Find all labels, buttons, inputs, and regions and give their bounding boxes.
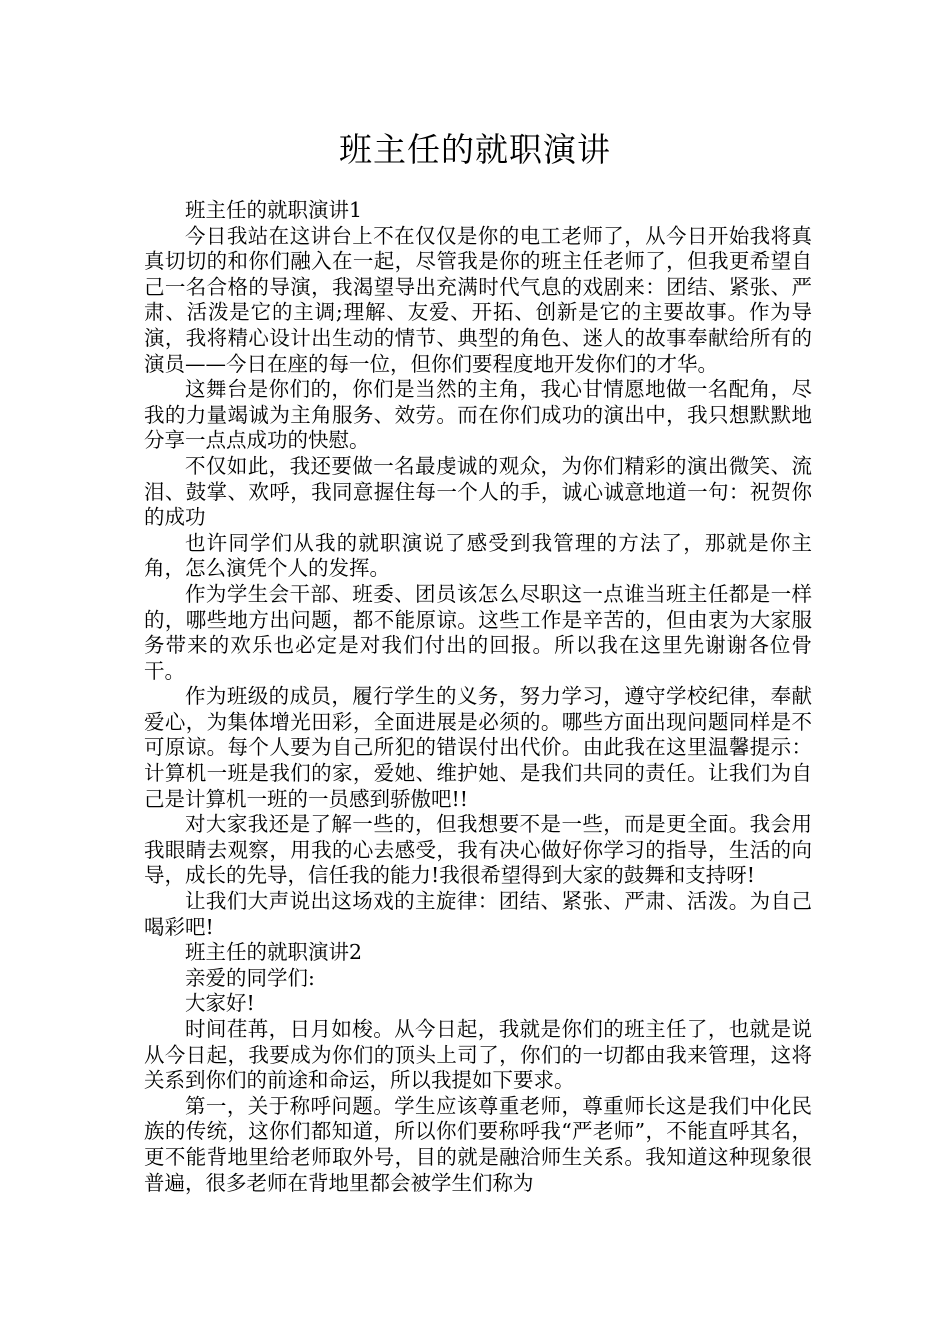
greeting: 大家好! bbox=[185, 991, 255, 1016]
paragraph: 今日我站在这讲台上不在仅仅是你的电工老师了，从今日开始我将真真切切的和你们融入在一起，尽管我是你的班主任老师了，但我更希望自己一名合格的导演，我渴望导出充满时代气息的戏剧来：团结、紧张、严肃、活泼是它的主调;理解、友爱、开拓、创新是它的主要故事。作为导演，我将精心设计出生动的情节、典型的角色、迷人的故事奉献给所有的演员——今日在座的每一位，但你们要程度地开发你们的才华。 bbox=[144, 223, 812, 376]
section-heading-2: 班主任的就职演讲2 bbox=[185, 940, 363, 965]
paragraph: 让我们大声说出这场戏的主旋律：团结、紧张、严肃、活泼。为自己喝彩吧! bbox=[144, 889, 812, 939]
paragraph: 也许同学们从我的就职演说了感受到我管理的方法了，那就是你主角，怎么演凭个人的发挥。 bbox=[144, 530, 812, 581]
document-body bbox=[144, 198, 812, 1196]
document-title: 班主任的就职演讲 bbox=[339, 130, 611, 169]
paragraph: 不仅如此，我还要做一名最虔诚的观众，为你们精彩的演出微笑、流泪、鼓掌、欢呼，我同意握住每一个人的手，诚心诚意地道一句：祝贺你的成功 bbox=[144, 453, 812, 530]
paragraph: 这舞台是你们的，你们是当然的主角，我心甘情愿地做一名配角，尽我的力量竭诚为主角服务、效劳。而在你们成功的演出中，我只想默默地分享一点点成功的快慰。 bbox=[144, 377, 812, 453]
paragraph: 作为班级的成员，履行学生的义务，努力学习，遵守学校纪律，奉献爱心，为集体增光田彩，全面进展是必须的。哪些方面出现问题同样是不可原谅。每个人要为自己所犯的错误付出代价。由此我在这里温馨提示：计算机一班是我们的家，爱她、维护她、是我们共同的责任。让我们为自己是计算机一班的一员感到骄傲吧!! bbox=[144, 684, 812, 811]
paragraph: 时间荏苒，日月如梭。从今日起，我就是你们的班主任了，也就是说从今日起，我要成为你们的顶头上司了，你们的一切都由我来管理，这将关系到你们的前途和命运，所以我提如下要求。 bbox=[144, 1017, 812, 1093]
paragraph: 作为学生会干部、班委、团员该怎么尽职这一点谁当班主任都是一样的，哪些地方出问题，都不能原谅。这些工作是辛苦的，但由衷为大家服务带来的欢乐也必定是对我们付出的回报。所以我在这里先谢谢各位骨干。 bbox=[144, 581, 812, 683]
section-heading-1: 班主任的就职演讲1 bbox=[185, 198, 363, 222]
salutation: 亲爱的同学们: bbox=[185, 965, 315, 990]
paragraph: 对大家我还是了解一些的，但我想要不是一些，而是更全面。我会用我眼睛去观察，用我的心去感受，我有决心做好你学习的指导，生活的向导，成长的先导，信任我的能力!我很希望得到大家的鼓舞和支持呀! bbox=[144, 812, 812, 888]
paragraph: 第一，关于称呼问题。学生应该尊重老师，尊重师长这是我们中化民族的传统，这你们都知道，所以你们要称呼我“严老师”，不能直呼其名，更不能背地里给老师取外号，目的就是融洽师生关系。我知道这种现象很普遍，很多老师在背地里都会被学生们称为 bbox=[144, 1093, 812, 1195]
